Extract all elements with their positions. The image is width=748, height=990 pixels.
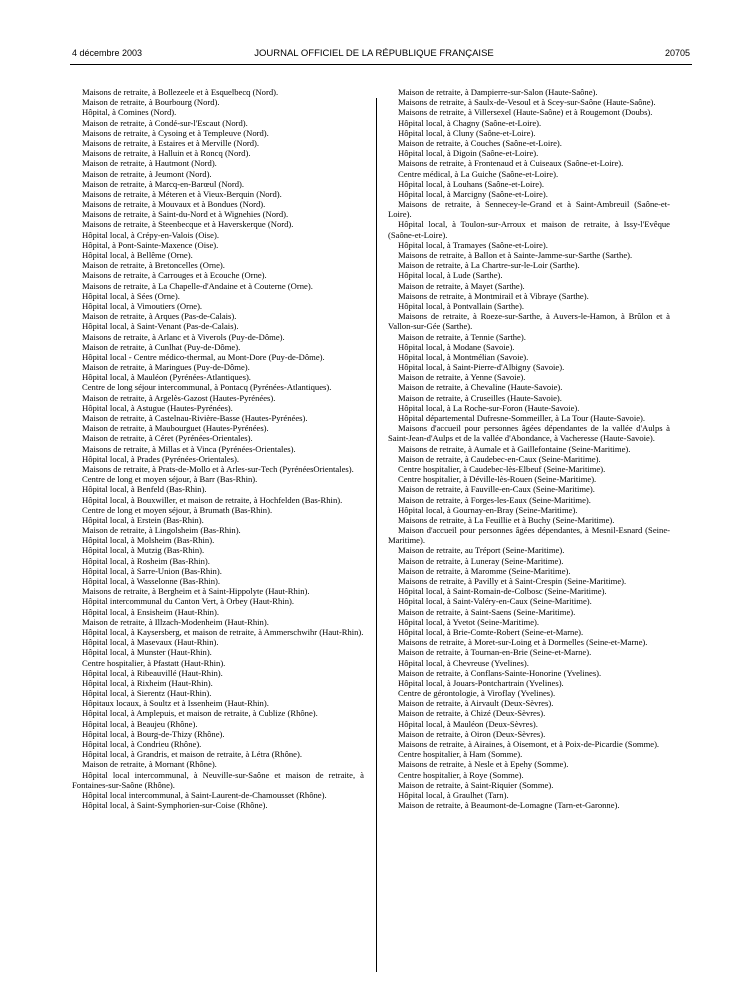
list-item: Hôpital local, à Graulhet (Tarn). [398,789,509,800]
list-item: Maisons de retraite, à Estaires et à Merville (Nord). [82,137,260,148]
list-item: Maison de retraite, à Cunlhat (Puy-de-Dôme). [82,341,241,352]
list-item: Maison de retraite, à Castelnau-Rivière-Basse (Hautes-Pyrénées). [82,413,308,423]
list-item: Hôpital local, à Saint-Valéry-en-Caux (Seine-Maritime). [398,596,592,607]
list-item: Hôpital départemental Dufresne-Sommeiller, à La Tour (Haute-Savoie). [398,413,646,423]
list-item: Maisons d'accueil pour personnes âgées dépendantes de la vallée d'Aulps à Saint-Jean-d'Aulps et de la vallée d'Abondance, à Vacheresse (Haute-Savoie). [388,423,670,444]
list-item: Maisons de retraite, à Moret-sur-Loing et à Dormelles (Seine-et-Marne). [398,637,648,648]
list-item: Hôpital local, à Munster (Haut-Rhin). [82,647,212,658]
list-item: Hôpital local, à Rosheim (Bas-Rhin). [82,555,210,566]
list-item: Maison de retraite, à Marcq-en-Barœul (Nord). [82,178,245,189]
header-rule [70,64,692,65]
list-item: Hôpital local, à Brie-Comte-Robert (Seine-et-Marne). [398,626,584,637]
list-item: Hôpital local, à Amplepuis, et maison de retraite, à Cublize (Rhône). [82,708,318,719]
left-column [72,87,364,810]
list-item: Hôpital local, à Beaujeu (Rhône). [82,718,198,729]
list-item: Hôpital local, à Toulon-sur-Arroux et maison de retraite, à Issy-l'Evêque (Saône-et-Loire). [388,219,670,240]
list-item: Maison de retraite, à Mornant (Rhône). [82,759,217,770]
list-item: Maison de retraite, à Bretoncelles (Orne). [82,260,225,271]
list-item: Maison de retraite, à La Chartre-sur-le-Loir (Sarthe). [398,260,580,271]
list-item: Hôpital local, à Marcigny (Saône-et-Loire). [398,188,548,199]
list-item: Maison de retraite, à Yenne (Savoie). [398,372,526,383]
header-date: 4 décembre 2003 [72,48,143,58]
list-item: Hôpital local, à Saint-Romain-de-Colbosc (Seine-Maritime). [398,586,607,597]
list-item: Maison de retraite, à Caudebec-en-Caux (Seine-Maritime). [398,453,601,464]
right-column [388,87,670,810]
list-item: Maisons de retraite, à Roeze-sur-Sarthe, à Auvers-le-Hamon, à Brûlon et à Vallon-sur-Gée (Sarthe). [388,311,670,332]
list-item: Maison de retraite, au Tréport (Seine-Maritime). [398,545,565,556]
list-item: Hôpital local, à Prades (Pyrénées-Orientales). [82,453,240,464]
list-item: Hôpital local - Centre médico-thermal, au Mont-Dore (Puy-de-Dôme). [82,351,325,362]
list-item: Maisons de retraite, à Millas et à Vinca (Pyrénées-Orientales). [82,443,296,454]
list-item: Maison de retraite, à Arques (Pas-de-Calais). [82,311,237,322]
header-page-number: 20705 [664,48,690,58]
list-item: Hôpital local, à Lude (Sarthe). [398,270,503,281]
list-item: Maisons de retraite, à La Feuillie et à Buchy (Seine-Maritime). [398,514,615,525]
list-item: Centre hospitalier, à Roye (Somme). [398,769,524,780]
list-item: Maison de retraite, à Chizé (Deux-Sèvres). [398,708,546,719]
list-item: Hôpital local, à Wasselonne (Bas-Rhin). [82,576,221,586]
list-item: Maisons de retraite, à Saint-du-Nord et à Wignehies (Nord). [82,209,289,220]
list-item: Maison de retraite, à Jeumont (Nord). [82,168,212,179]
list-item: Hôpital local, à Jouars-Pontchartrain (Yvelines). [398,677,564,688]
list-item: Hôpital local, à Condrieu (Rhône). [82,739,202,749]
list-item: Hôpital local, à Chevreuse (Yvelines). [398,657,529,668]
list-item: Maisons de retraite, à Bergheim et à Saint-Hippolyte (Haut-Rhin). [82,586,310,597]
list-item: Centre de long et moyen séjour, à Barr (Bas-Rhin). [82,474,258,485]
list-item: Centre hospitalier, à Déville-lès-Rouen (Seine-Maritime). [398,474,597,485]
list-item: Centre médical, à La Guiche (Saône-et-Loire). [398,168,559,179]
list-item: Hôpital local, à Bourg-de-Thizy (Rhône). [82,728,225,739]
list-item: Hôpital local, à Saint-Pierre-d'Albigny (Savoie). [398,362,565,373]
list-item: Hôpital local, à Grandris, et maison de retraite, à Létra (Rhône). [82,749,303,760]
list-item: Maison de retraite, à Bourbourg (Nord). [82,97,220,108]
list-item: Hôpital local, à Mauléon (Pyrénées-Atlantiques). [82,372,251,383]
list-item: Centre de long séjour intercommunal, à Pontacq (Pyrénées-Atlantiques). [82,382,332,393]
list-item: Maisons de retraite, à Steenbecque et à Haverskerque (Nord). [82,219,294,230]
list-item: Maison de retraite, à Lingolsheim (Bas-Rhin). [82,525,241,536]
list-item: Maison de retraite, à Luneray (Seine-Maritime). [398,555,564,566]
list-item: Maisons de retraite, à Sennecey-le-Grand et à Saint-Ambreuil (Saône-et-Loire). [388,199,670,220]
list-item: Maisons de retraite, à Pavilly et à Saint-Crespin (Seine-Maritime). [398,576,627,586]
list-item: Maison de retraite, à Maromme (Seine-Maritime). [398,565,571,576]
list-item: Hôpital, à Pont-Sainte-Maxence (Oise). [82,239,219,250]
list-item: Maisons de retraite, à Airaines, à Oisemont, et à Poix-de-Picardie (Somme). [398,739,660,749]
list-item: Hôpital local, à Sarre-Union (Bas-Rhin). [82,565,222,576]
list-item: Hôpital local, à Mauléon (Deux-Sèvres). [398,718,538,729]
header-title: JOURNAL OFFICIEL DE LA RÉPUBLIQUE FRANÇAISE [254,48,494,59]
list-item: Centre hospitalier, à Caudebec-lès-Elbeuf (Seine-Maritime). [398,463,606,474]
list-item: Maison d'accueil pour personnes âgées dépendantes, à Mesnil-Esnard (Seine-Maritime). [388,525,670,546]
list-item: Maison de retraite, à Maringues (Puy-de-Dôme). [82,362,250,373]
list-item: Maisons de retraite, à Aumale et à Gaillefontaine (Seine-Maritime). [398,443,631,454]
list-item: Hôpital local, à Cluny (Saône-et-Loire). [398,127,536,138]
list-item: Maison de retraite, à Tennie (Sarthe). [398,331,526,342]
list-item: Maison de retraite, à Cruseilles (Haute-Savoie). [398,392,562,403]
list-item: Hôpital local, à Digoin (Saône-et-Loire). [398,148,539,159]
list-item: Hôpital local, à Kaysersberg, et maison de retraite, à Ammerschwihr (Haut-Rhin). [82,626,364,637]
list-item: Hôpital local, à Saint-Symphorien-sur-Coise (Rhône). [82,800,268,811]
list-item: Hôpital local, à Crépy-en-Valois (Oise). [82,229,219,240]
list-item: Maison de retraite, à Maubourguet (Hautes-Pyrénées). [82,423,269,434]
list-item: Maisons de retraite, à Nesle et à Epehy (Somme). [398,759,569,770]
list-item: Hôpital, à Comines (Nord). [82,107,177,118]
list-item: Maison de retraite, à Saint-Riquier (Somme). [398,779,554,790]
list-item: Maisons de retraite, à Villersexel (Haute-Saône) et à Rougemont (Doubs). [398,107,653,118]
list-item: Maison de retraite, à Condé-sur-l'Escaut (Nord). [82,117,248,128]
list-item: Maison de retraite, à Céret (Pyrénées-Orientales). [82,433,253,444]
list-item: Maison de retraite, à Saint-Saens (Seine-Maritime). [398,606,576,617]
list-item: Maison de retraite, à Illzach-Modenheim (Haut-Rhin). [82,616,269,627]
list-item: Maison de retraite, à Forges-les-Eaux (Seine-Maritime). [398,494,591,505]
list-item: Maison de retraite, à Conflans-Sainte-Honorine (Yvelines). [398,667,602,678]
list-item: Maison de retraite, à Argelès-Gazost (Hautes-Pyrénées). [82,392,276,403]
list-item: Hôpital local, à Modane (Savoie). [398,341,515,352]
list-item: Hôpital local, à La Roche-sur-Foron (Haute-Savoie). [398,402,580,413]
column-divider [376,98,377,972]
list-item: Hôpital local, à Ensisheim (Haut-Rhin). [82,606,219,617]
list-item: Maison de retraite, à Fauville-en-Caux (Seine-Maritime). [398,484,595,495]
list-item: Hôpital local, à Benfeld (Bas-Rhin). [82,484,207,495]
list-item: Maison de retraite, à Hautmont (Nord). [82,158,217,169]
list-item: Hôpital local, à Astugue (Hautes-Pyrénées). [82,402,233,413]
list-item: Hôpital local intercommunal, à Neuville-sur-Saône et maison de retraite, à Fontaines-sur-Saône (Rhône). [72,769,364,790]
list-item: Maisons de retraite, à Mouvaux et à Bondues (Nord). [82,199,266,210]
list-item: Maison de retraite, à Beaumont-de-Lomagne (Tarn-et-Garonne). [398,800,620,811]
list-item: Hôpital local, à Tramayes (Saône-et-Loire). [398,239,548,250]
list-item: Hôpital local, à Pontvallain (Sarthe). [398,300,525,311]
list-item: Maisons de retraite, à Méteren et à Vieux-Berquin (Nord). [82,188,282,199]
list-item: Hôpital local, à Sierentz (Haut-Rhin). [82,688,212,699]
list-item: Maisons de retraite, à Cysoing et à Templeuve (Nord). [82,127,269,138]
list-item: Hôpital local, à Louhans (Saône-et-Loire). [398,178,545,189]
list-item: Hôpital local intercommunal, à Saint-Laurent-de-Chamousset (Rhône). [82,789,327,800]
list-item: Hôpital local, à Molsheim (Bas-Rhin). [82,535,215,546]
list-item: Hôpital local, à Vimoutiers (Orne). [82,300,203,311]
list-item: Maison de retraite, à Airvault (Deux-Sèvres). [398,698,554,709]
list-item: Hôpital local, à Masevaux (Haut-Rhin). [82,637,219,648]
list-item: Maisons de retraite, à Halluin et à Roncq (Nord). [82,148,251,159]
list-item: Centre de long et moyen séjour, à Brumath (Bas-Rhin). [82,504,273,515]
list-item: Maisons de retraite, à Carrouges et à Ecouche (Orne). [82,270,267,281]
list-item: Hôpital local, à Montmélian (Savoie). [398,351,529,362]
list-item: Maisons de retraite, à Bollezeele et à Esquelbecq (Nord). [82,87,279,97]
list-item: Centre hospitalier, à Ham (Somme). [398,749,523,760]
list-item: Hôpital local, à Bouxwiller, et maison de retraite, à Hochfelden (Bas-Rhin). [82,494,343,505]
list-item: Maisons de retraite, à Saulx-de-Vesoul et à Scey-sur-Saône (Haute-Saône). [398,97,656,108]
list-item: Maison de retraite, à Oiron (Deux-Sèvres). [398,728,546,739]
list-item: Maison de retraite, à Couches (Saône-et-Loire). [398,137,562,148]
list-item: Maison de retraite, à Chevaline (Haute-Savoie). [398,382,563,393]
list-item: Hôpital intercommunal du Canton Vert, à Orbey (Haut-Rhin). [82,596,295,607]
list-item: Centre de gérontologie, à Viroflay (Yvelines). [398,688,556,699]
list-item: Hôpital local, à Ribeauvillé (Haut-Rhin). [82,667,223,678]
list-item: Maisons de retraite, à Prats-de-Mollo et à Arles-sur-Tech (PyrénéesOrientales). [82,463,354,474]
list-item: Maisons de retraite, à Ballon et à Sainte-Jamme-sur-Sarthe (Sarthe). [398,250,633,260]
list-item: Hôpital local, à Gournay-en-Bray (Seine-Maritime). [398,504,578,515]
list-item: Hôpital local, à Sées (Orne). [82,290,180,301]
list-item: Hôpital local, à Erstein (Bas-Rhin). [82,514,204,525]
list-item: Maisons de retraite, à Montmirail et à Vibraye (Sarthe). [398,290,589,301]
list-item: Hôpital local, à Rixheim (Haut-Rhin). [82,677,213,688]
list-item: Hôpital local, à Chagny (Saône-et-Loire). [398,117,542,128]
list-item: Maisons de retraite, à Arlanc et à Viverols (Puy-de-Dôme). [82,331,285,342]
list-item: Hôpital local, à Yvetot (Seine-Maritime). [398,616,540,627]
list-item: Maisons de retraite, à Frontenaud et à Cuiseaux (Saône-et-Loire). [398,158,624,169]
list-item: Hôpital local, à Saint-Venant (Pas-de-Calais). [82,321,239,332]
list-item: Hôpital local, à Mutzig (Bas-Rhin). [82,545,205,556]
list-item: Maison de retraite, à Dampierre-sur-Salon (Haute-Saône). [398,87,598,97]
list-item: Maisons de retraite, à La Chapelle-d'Andaine et à Couterne (Orne). [82,280,313,291]
list-item: Maison de retraite, à Mayet (Sarthe). [398,280,525,291]
list-item: Hôpitaux locaux, à Soultz et à Issenheim (Haut-Rhin). [82,698,269,709]
list-item: Hôpital local, à Bellême (Orne). [82,250,193,260]
list-item: Centre hospitalier, à Pfastatt (Haut-Rhin). [82,657,226,668]
list-item: Maison de retraite, à Tournan-en-Brie (Seine-et-Marne). [398,647,592,658]
